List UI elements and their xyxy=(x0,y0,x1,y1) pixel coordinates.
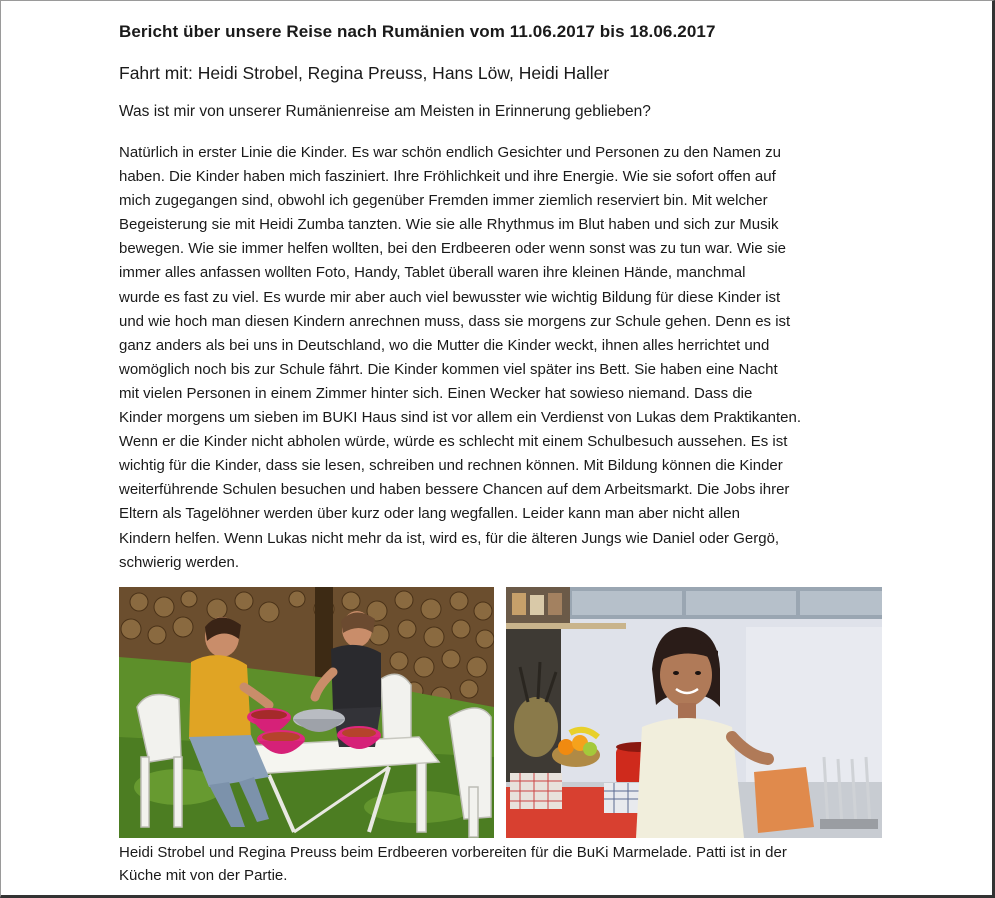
body-line: bewegen. Wie sie immer helfen wollten, bei den Erdbeeren oder wenn sonst was zu tun war. Wie sie xyxy=(119,240,787,258)
body-line: haben. Die Kinder haben mich fasziniert. Ihre Fröhlichkeit und ihre Energie. Wie sie sofort offen auf xyxy=(119,168,776,186)
body-line: immer alles anfassen wollten Foto, Handy, Tablet überall waren ihre kleinen Hände, manchmal xyxy=(119,264,746,282)
document-title: Bericht über unsere Reise nach Rumänien vom 11.06.2017 bis 18.06.2017 xyxy=(119,22,716,41)
body-line: schwierig werden. xyxy=(119,553,240,571)
photo-girl-in-kitchen xyxy=(506,587,882,838)
body-line: wichtig für die Kinder, dass sie lesen, schreiben und rechnen können. Mit Bildung können die Kinder xyxy=(119,457,783,475)
photo-caption xyxy=(119,841,879,887)
body-line: wurde es fast zu viel. Es wurde mir aber auch viel bewusster wie wichtig Bildung für diese Kinder ist xyxy=(119,288,781,306)
body-line: womöglich noch bis zur Schule fährt. Die Kinder kommen viel später ins Bett. Sie haben eine Nacht xyxy=(119,360,778,378)
body-line: Begeisterung sie mit Heidi Zumba tanzten. Wie sie alle Rhythmus im Blut haben und sich zur Musik xyxy=(119,216,779,234)
body-line: Kinder morgens um sieben im BUKI Haus sind ist vor allem ein Verdienst von Lukas dem Praktikanten. xyxy=(119,409,801,427)
body-line: ganz anders als bei uns in Deutschland, wo die Mutter die Kinder weckt, ihnen alles herrichtet und xyxy=(119,336,770,354)
body-line: Kindern helfen. Wenn Lukas nicht mehr da ist, wird es, für die älteren Jungs wie Daniel oder Gergö, xyxy=(119,529,780,547)
body-line: Eltern als Tagelöhner werden über kurz oder lang wegfallen. Leider kann man aber nicht allen xyxy=(119,505,740,523)
question-line: Was ist mir von unserer Rumänienreise am Meisten in Erinnerung geblieben? xyxy=(119,103,651,120)
body-line: Natürlich in erster Linie die Kinder. Es war schön endlich Gesichter und Personen zu den Namen zu xyxy=(119,144,782,161)
body-line: Wenn er die Kinder nicht abholen würde, würde es schlecht mit einem Schulbesuch aussehen. Es ist xyxy=(119,433,788,451)
body-line: und wie hoch man diesen Kindern anrechnen muss, dass sie morgens zur Schule gehen. Denn es ist xyxy=(119,312,791,330)
body-line: weiterführende Schulen besuchen und haben bessere Chancen auf dem Arbeitsmarkt. Die Jobs ihrer xyxy=(119,481,790,499)
body-line: mich zugegangen sind, obwohl ich gegenüber Fremden immer ziemlich reserviert bin. Mit welcher xyxy=(119,192,768,210)
body-line: mit vielen Personen in einem Zimmer hinter sich. Einen Wecker hat sowieso niemand. Dass die xyxy=(119,384,753,402)
caption-line: Küche mit von der Partie. xyxy=(119,867,288,884)
travelers-line: Fahrt mit: Heidi Strobel, Regina Preuss, Hans Löw, Heidi Haller xyxy=(119,63,610,83)
caption-line: Heidi Strobel und Regina Preuss beim Erdbeeren vorbereiten für die BuKi Marmelade. Patti ist in der xyxy=(119,844,787,861)
report-body xyxy=(119,141,879,575)
photo-strawberry-preparation xyxy=(119,587,494,838)
